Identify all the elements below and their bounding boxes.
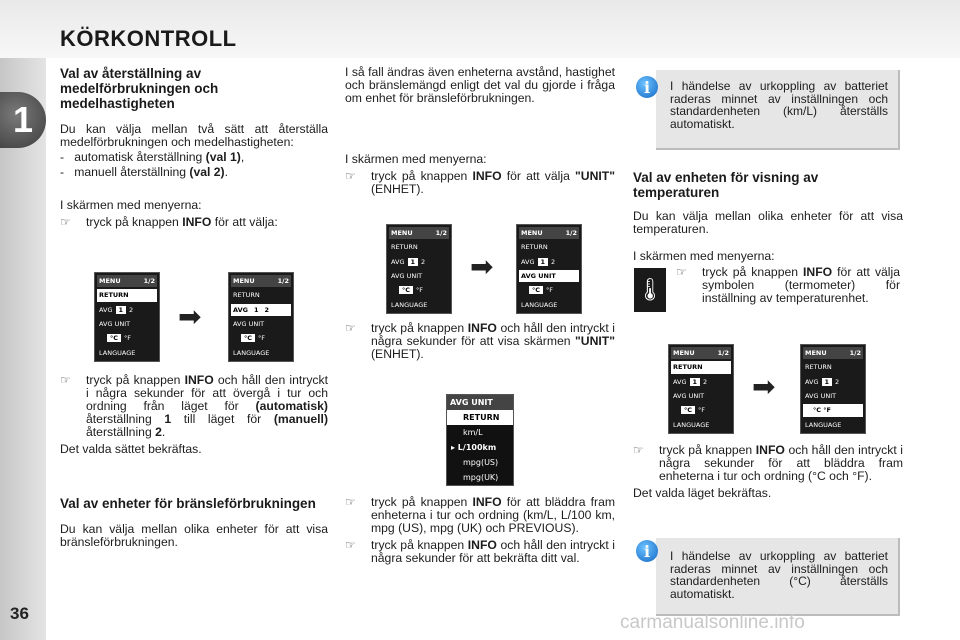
note-text: I händelse av urkoppling av batteriet raderas minnet av inställningen och standardenheten (°C) återställs automatiskt. [670, 549, 888, 601]
step-unit-1: ☞ tryck på knappen INFO för att välja "UNIT" (ENHET). [345, 169, 615, 196]
step-unit-4: ☞ tryck på knappen INFO och håll den intryckt i några sekunder för att bekräfta ditt val. [345, 538, 616, 565]
heading-temp-unit: Val av enheten för visning av temperaturen [633, 170, 819, 200]
temp-intro: Du kan välja mellan olika enheter för att visa temperaturen. [633, 209, 903, 236]
unit-item: mpg(US) [463, 458, 499, 467]
note-battery-temp [656, 538, 900, 616]
info-icon: i [636, 76, 658, 98]
step-unit-3: ☞ tryck på knappen INFO för att bläddra fram enheterna i tur och ordning (km/L, L/100 km, mpg (US), mpg (UK) och PREVIOUS). [345, 495, 615, 535]
fuel-units-intro: Du kan välja mellan olika enheter för att visa bränsleförbrukningen. [60, 522, 328, 549]
menu-screen-c: MENU 1/2 RETURN AVG 1 2 AVG UNIT °C °F LANGUAGE [386, 224, 452, 314]
unit-list-screen: AVG UNIT RETURN km/L ▸ L/100km mpg(US) mpg(UK) [446, 394, 514, 486]
screen-intro-3: I skärmen med menyerna: [633, 249, 775, 263]
menu-screen-d: MENU 1/2 RETURN AVG 1 2 AVG UNIT °C °F LANGUAGE [516, 224, 582, 314]
menu-screen-a: MENU 1/2 RETURN AVG 1 2 AVG UNIT °C °F LANGUAGE [94, 272, 160, 362]
confirm-text: Det valda sättet bekräftas. [60, 442, 202, 456]
bullet-icon: ☞ [345, 538, 356, 552]
note-battery-fuel [656, 70, 900, 150]
reset-intro: Du kan välja mellan två sätt att återställa medelförbrukningen och medelhastigheten: [60, 122, 328, 149]
bullet-icon: ☞ [60, 215, 71, 229]
page-number: 36 [10, 604, 29, 623]
heading-fuel-units: Val av enheter för bränsleförbrukningen [60, 496, 316, 511]
arrow-icon: ➡ [470, 251, 494, 282]
temp-confirm: Det valda läget bekräftas. [633, 486, 772, 500]
column-1-lower [60, 374, 328, 549]
unit-item-selected: ▸ L/100km [451, 443, 497, 452]
temp-step-1-wrap [676, 266, 900, 305]
column-2-lower [345, 496, 615, 565]
column-3 [633, 170, 903, 263]
thermometer-icon: 🌡 [634, 268, 666, 312]
column-2-mid [345, 322, 615, 361]
note-text: I händelse av urkoppling av batteriet raderas minnet av inställningen och standardenheten (km/L) återställs automatiskt. [670, 79, 888, 131]
temp-step-2: ☞ tryck på knappen INFO och håll den intryckt i några sekunder för att bläddra fram enheterna i tur och ordning (°C och °F). [633, 443, 904, 483]
unit-item: mpg(UK) [463, 473, 499, 482]
step-2: ☞ tryck på knappen INFO och håll den intryckt i några sekunder för att övergå i tur och ordning från läget för (automatisk) återställning 1 till läget för (manuell) återställning 2. [60, 373, 328, 439]
screen-intro: I skärmen med menyerna: [60, 198, 202, 212]
bullet-icon: ☞ [633, 443, 644, 457]
column-2 [345, 66, 615, 196]
step-1: ☞ tryck på knappen INFO för att välja: [60, 215, 278, 229]
arrow-icon: ➡ [178, 301, 202, 332]
units-change-text: I så fall ändras även enheterna avstånd, hastighet och bränslemängd enligt det val du gjorde i fråga om enhet för bränsleförbrukningen. [345, 65, 615, 105]
bullet-icon: ☞ [676, 265, 687, 279]
chapter-tab[interactable]: 1 [0, 92, 46, 148]
step-unit-2: ☞ tryck på knappen INFO och håll den intryckt i några sekunder för att visa skärmen "UNIT" (ENHET). [345, 321, 616, 361]
column-3-lower [633, 444, 903, 500]
bullet-icon: ☞ [60, 373, 71, 387]
menu-screen-e: MENU 1/2 RETURN AVG 1 2 AVG UNIT °C °F LANGUAGE [668, 344, 734, 434]
page-title: KÖRKONTROLL [60, 26, 237, 51]
menu-screen-f: MENU 1/2 RETURN AVG 1 2 AVG UNIT °C °F LANGUAGE [800, 344, 866, 434]
option-1: - automatisk återställning (val 1), [60, 150, 245, 164]
info-icon: i [636, 540, 658, 562]
screen-intro-2: I skärmen med menyerna: [345, 152, 487, 166]
heading-reset: Val av återställning av medelförbrukningen och medelhastigheten [60, 66, 219, 111]
temp-step-1: ☞ tryck på knappen INFO för att välja symbolen (termometer) för inställning av temperaturenhet. [676, 265, 901, 305]
unit-item: km/L [463, 428, 483, 437]
bullet-icon: ☞ [345, 495, 356, 509]
bullet-icon: ☞ [345, 169, 356, 183]
menu-screen-b: MENU 1/2 RETURN AVG 1 2 AVG UNIT °C °F LANGUAGE [228, 272, 294, 362]
bullet-icon: ☞ [345, 321, 356, 335]
return-row: RETURN [97, 289, 157, 301]
column-1 [60, 66, 328, 229]
option-2: - manuell återställning (val 2). [60, 165, 229, 179]
arrow-icon: ➡ [752, 371, 776, 402]
watermark: carmanualsonline.info [620, 612, 805, 633]
